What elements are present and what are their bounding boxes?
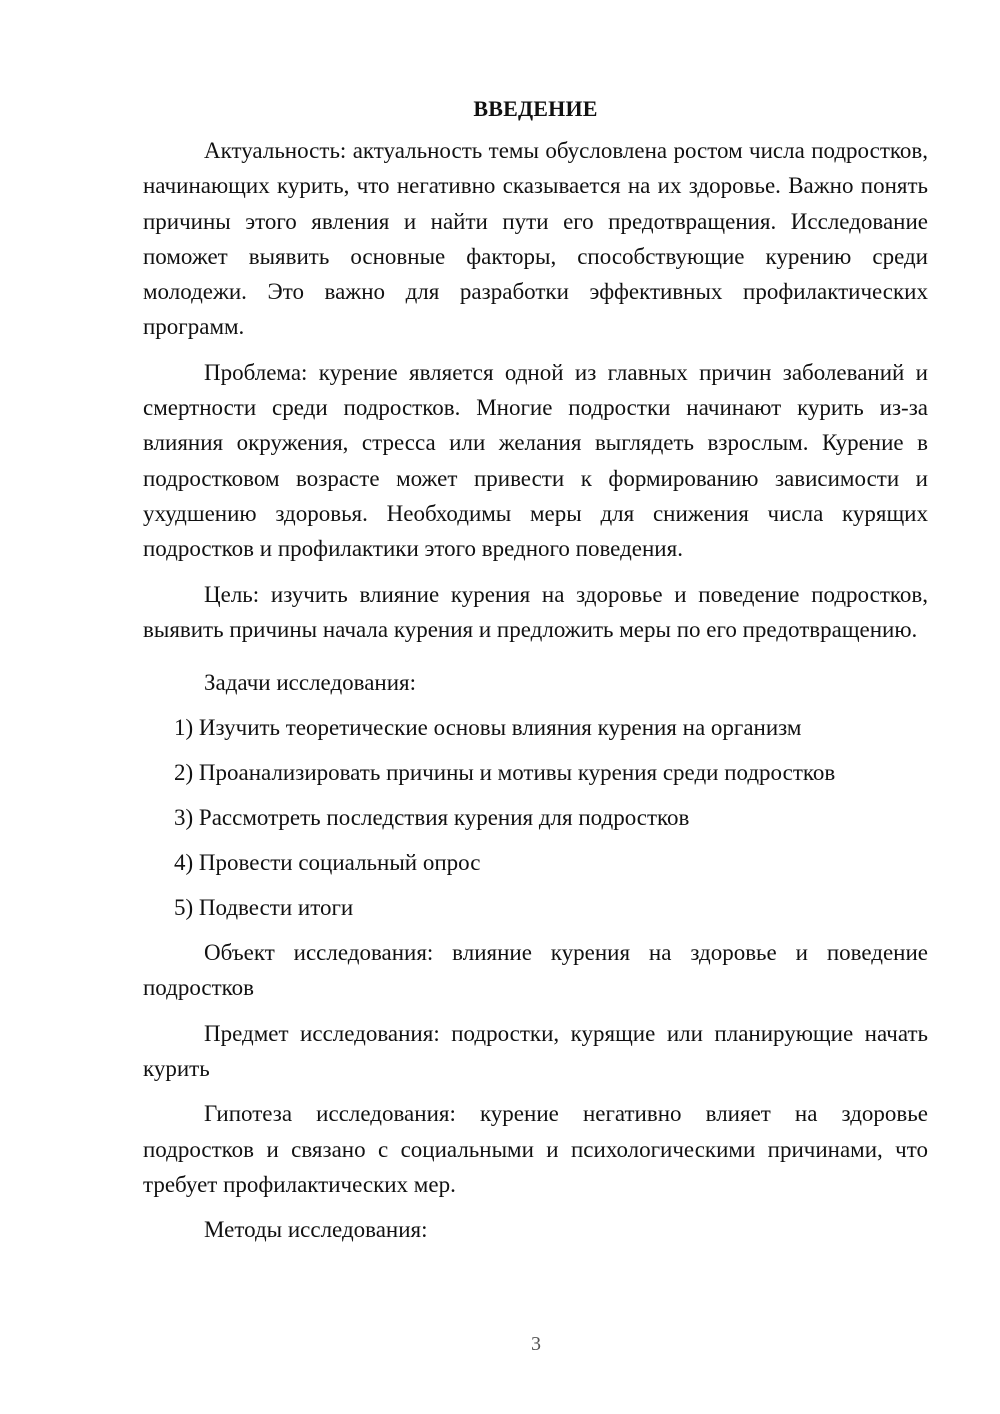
task-list bbox=[143, 710, 928, 925]
task-item: 5) Подвести итоги bbox=[174, 895, 354, 921]
tasks-heading: Задачи исследования: bbox=[204, 670, 417, 696]
goal-paragraph: Цель: изучить влияние курения на здоровье и поведение подростков, выявить причины начала курения и предложить меры по его предотвращению. bbox=[143, 581, 928, 642]
task-item: 3) Рассмотреть последствия курения для подростков bbox=[174, 805, 690, 831]
subject-paragraph: Предмет исследования: подростки, курящие или планирующие начать курить bbox=[143, 1020, 928, 1082]
relevance-paragraph: Актуальность: актуальность темы обусловлена ростом числа подростков, начинающих курить, что негативно сказывается на их здоровье. Важно понять причины этого явления и найти пути его предотвращения. Исследование поможет выявить основные факторы, способствующие курению среди молодежи. Это важно для разработки эффективных профилактических программ. bbox=[143, 138, 928, 340]
page-content bbox=[143, 93, 928, 1247]
task-item: 4) Провести социальный опрос bbox=[174, 850, 481, 876]
hypothesis-paragraph: Гипотеза исследования: курение негативно влияет на здоровье подростков и связано с социальными и психологическими причинами, что требует профилактических мер. bbox=[143, 1101, 928, 1197]
page-title: ВВЕДЕНИЕ bbox=[473, 96, 598, 121]
object-paragraph: Объект исследования: влияние курения на здоровье и поведение подростков bbox=[143, 940, 928, 1001]
page-number: 3 bbox=[531, 1333, 541, 1355]
task-item: 2) Проанализировать причины и мотивы курения среди подростков bbox=[174, 760, 836, 786]
problem-paragraph: Проблема: курение является одной из главных причин заболеваний и смертности среди подростков. Многие подростки начинают курить из-за влияния окружения, стресса или желания выглядеть взрослым. Курение в подростковом возрасте может привести к формированию зависимости и ухудшению здоровья. Необходимы меры для снижения числа курящих подростков и профилактики этого вредного поведения. bbox=[143, 359, 928, 562]
task-item: 1) Изучить теоретические основы влияния курения на организм bbox=[174, 715, 802, 741]
methods-heading: Методы исследования: bbox=[204, 1217, 428, 1243]
